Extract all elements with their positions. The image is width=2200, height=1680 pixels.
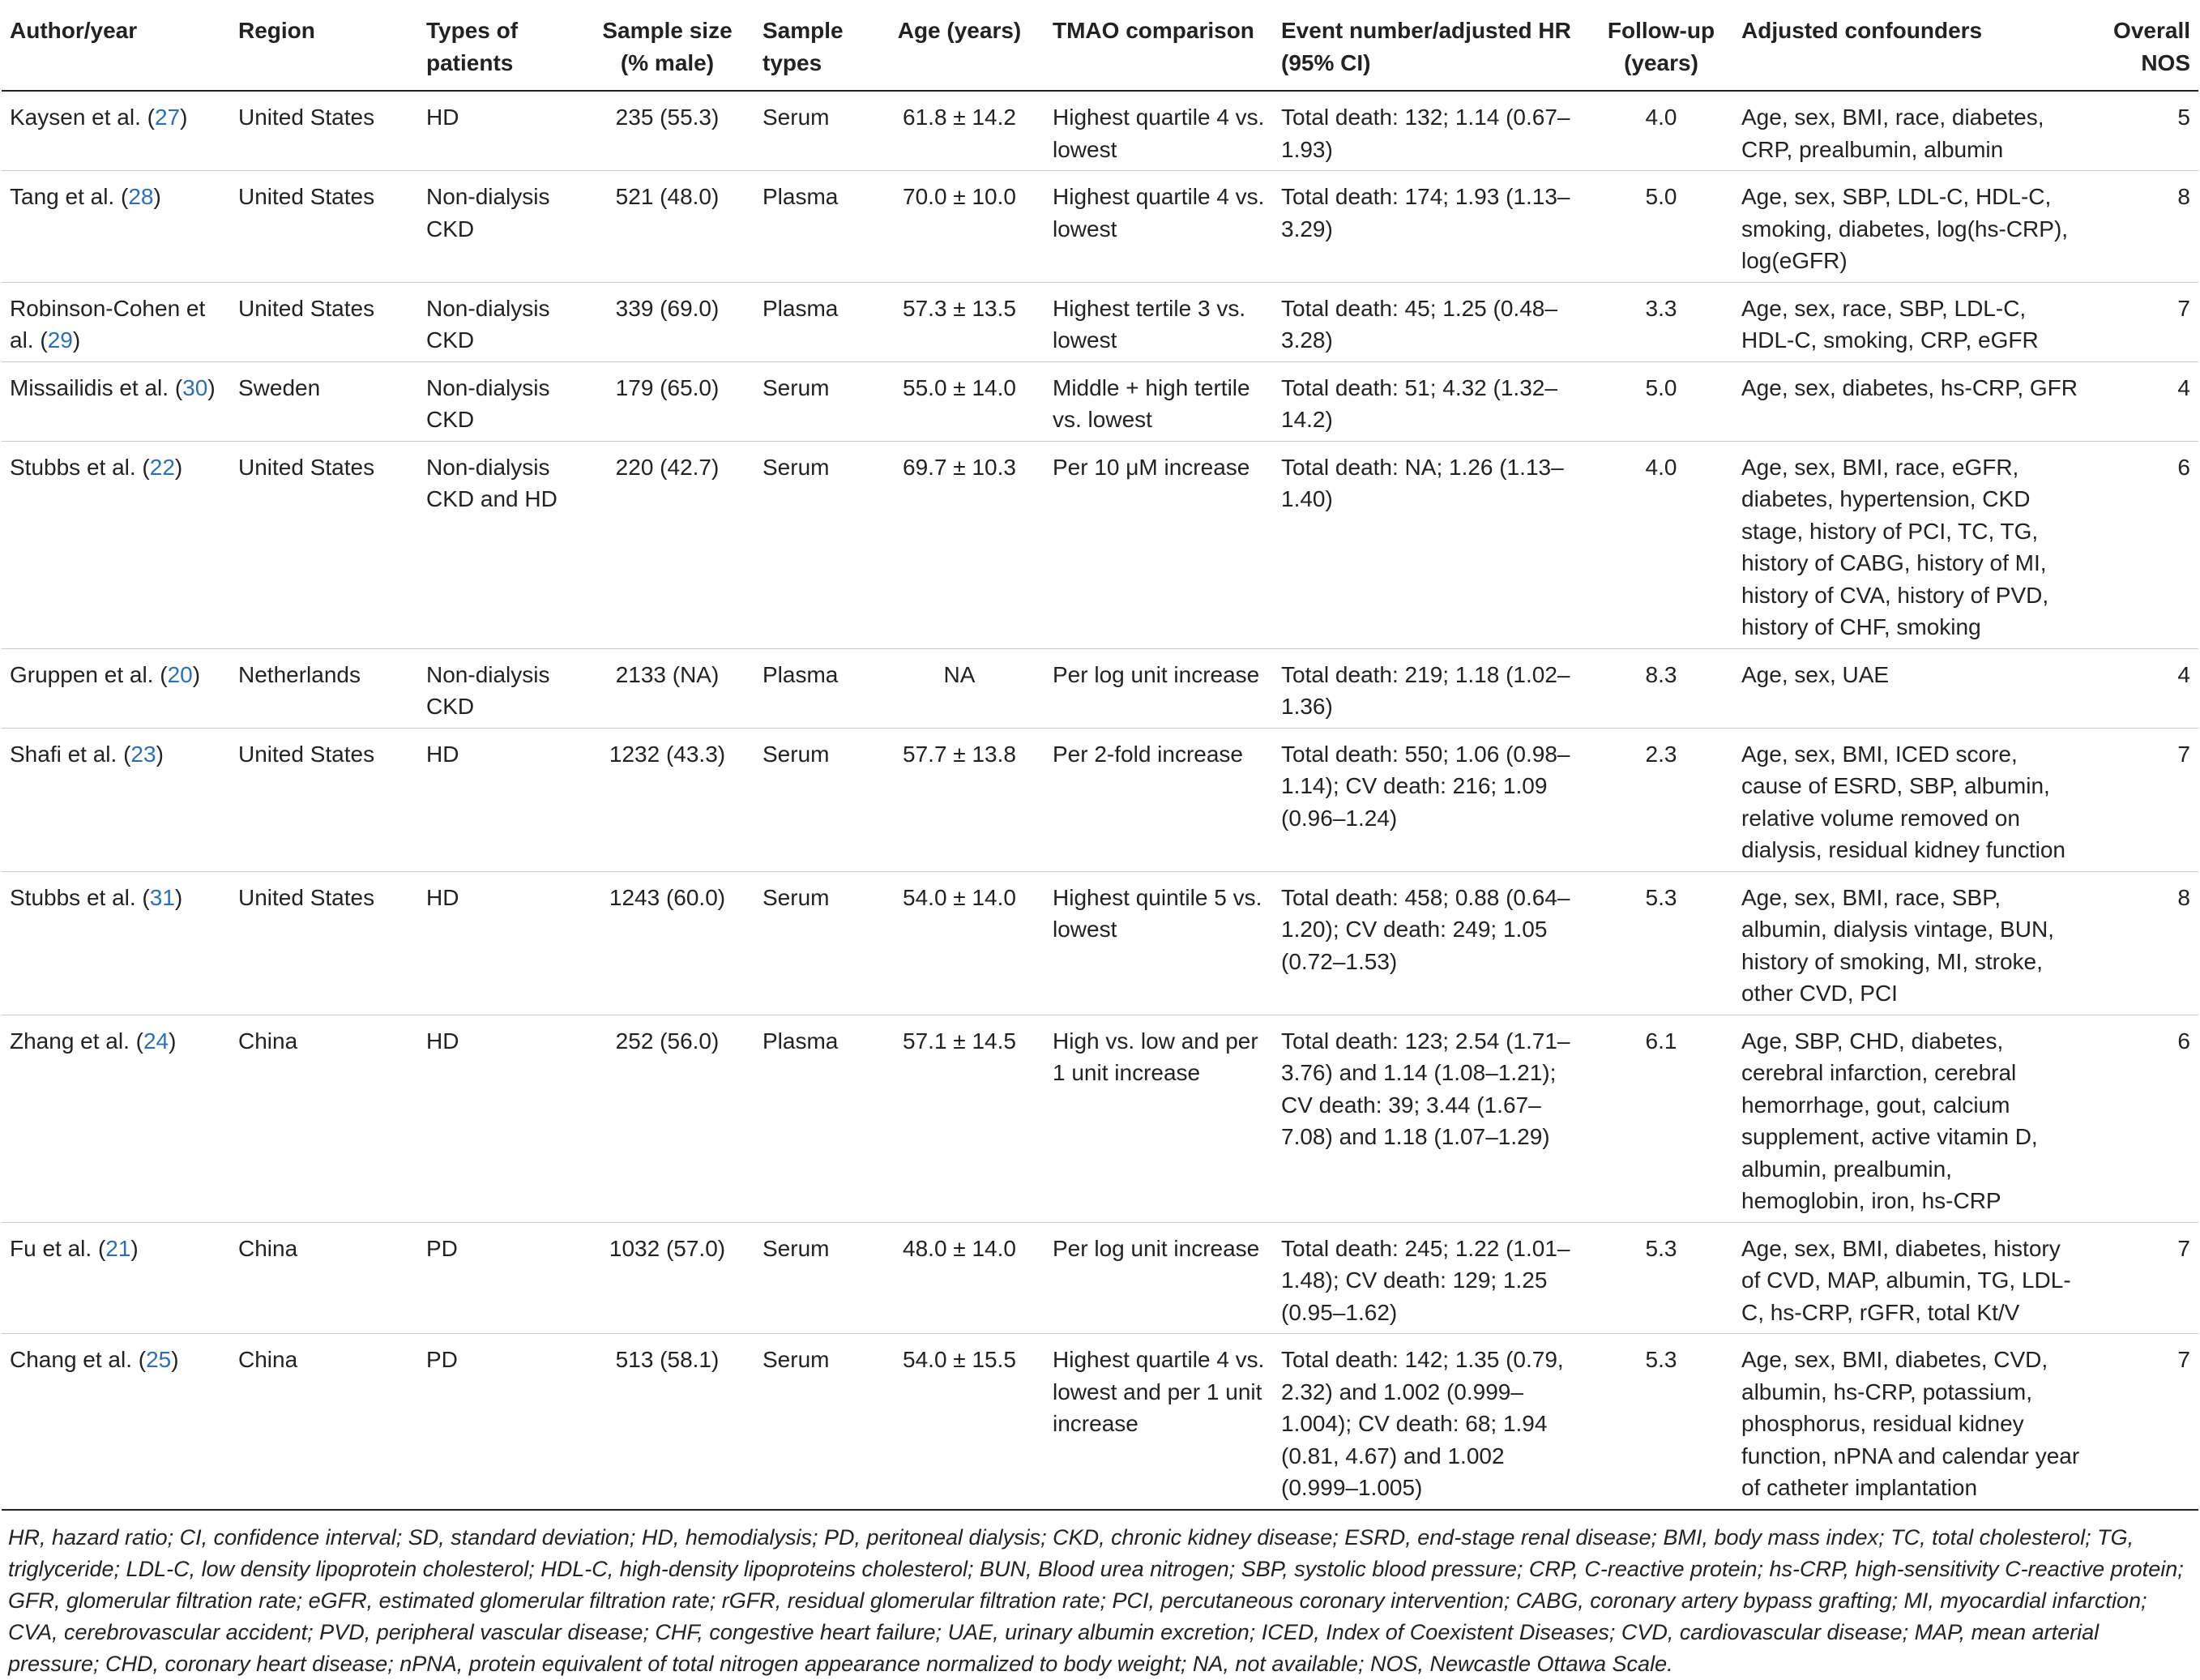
author-close: ) <box>130 1235 139 1261</box>
cell-tmao: High vs. low and per 1 unit increase <box>1044 1015 1273 1222</box>
author-close: ) <box>207 374 216 400</box>
cell-author <box>2 1334 230 1510</box>
cell-region: United States <box>230 171 418 283</box>
reference-link[interactable]: 24 <box>143 1028 169 1054</box>
cell-sample-size: 1032 (57.0) <box>580 1222 754 1334</box>
cell-tmao: Highest quartile 4 vs. lowest and per 1 unit increase <box>1044 1334 1273 1510</box>
header-nos: Overall NOS <box>2088 0 2198 91</box>
studies-table <box>2 0 2198 1511</box>
table-row <box>2 728 2198 871</box>
cell-types: HD <box>418 871 580 1015</box>
cell-confounders: Age, sex, UAE <box>1733 648 2088 728</box>
header-region: Region <box>230 0 418 91</box>
author-text: Stubbs et al. ( <box>10 884 150 910</box>
table-footnote: HR, hazard ratio; CI, confidence interval; SD, standard deviation; HD, hemodialysis; PD, peritoneal dialysis; CKD, chronic kidney disease; ESRD, end-stage renal disease; BMI, body mass index; TC, total cholesterol; TG, triglyceride; LDL-C, low density lipoprotein cholesterol; HDL-C, high-density lipoproteins cholesterol; BUN, Blood urea nitrogen; SBP, systolic blood pressure; CRP, C-reactive protein; hs-CRP, high-sensitivity C-reactive protein; GFR, glomerular filtration rate; eGFR, estimated glomerular filtration rate; rGFR, residual glomerular filtration rate; PCI, percutaneous coronary intervention; CABG, coronary artery bypass grafting; MI, myocardial infarction; CVA, cerebrovascular accident; PVD, peripheral vascular disease; CHF, congestive heart failure; UAE, urinary albumin excretion; ICED, Index of Coexistent Diseases; CVD, cardiovascular disease; MAP, mean arterial pressure; CHD, coronary heart disease; nPNA, protein equivalent of total nitrogen appearance normalized to body weight; NA, not available; NOS, Newcastle Ottawa Scale. <box>8 1524 2184 1676</box>
cell-types: PD <box>418 1222 580 1334</box>
cell-types: HD <box>418 728 580 871</box>
cell-types: Non-dialysis CKD <box>418 361 580 441</box>
cell-sample-types: Plasma <box>754 171 874 283</box>
author-text: Stubbs et al. ( <box>10 454 150 480</box>
cell-sample-types: Plasma <box>754 648 874 728</box>
cell-tmao: Highest quartile 4 vs. lowest <box>1044 91 1273 171</box>
cell-age: NA <box>874 648 1044 728</box>
cell-region: United States <box>230 282 418 361</box>
header-sample-size: Sample size (% male) <box>580 0 754 91</box>
author-close: ) <box>174 454 183 480</box>
table-row <box>2 361 2198 441</box>
author-text: Fu et al. ( <box>10 1235 106 1261</box>
header-tmao: TMAO comparison <box>1044 0 1273 91</box>
cell-age: 48.0 ± 14.0 <box>874 1222 1044 1334</box>
cell-age: 57.1 ± 14.5 <box>874 1015 1044 1222</box>
table-row <box>2 871 2198 1015</box>
cell-follow-up: 5.3 <box>1589 1222 1733 1334</box>
cell-confounders: Age, sex, BMI, ICED score, cause of ESRD, SBP, albumin, relative volume removed on dialysis, residual kidney function <box>1733 728 2088 871</box>
reference-link[interactable]: 29 <box>47 327 73 353</box>
cell-age: 69.7 ± 10.3 <box>874 441 1044 648</box>
author-text: Tang et al. ( <box>10 184 129 209</box>
cell-author <box>2 361 230 441</box>
author-text: Gruppen et al. ( <box>10 661 168 687</box>
cell-confounders: Age, sex, BMI, diabetes, CVD, albumin, hs-CRP, potassium, phosphorus, residual kidney function, nPNA and calendar year of catheter implantation <box>1733 1334 2088 1510</box>
cell-sample-types: Serum <box>754 1334 874 1510</box>
cell-age: 55.0 ± 14.0 <box>874 361 1044 441</box>
cell-sample-size: 235 (55.3) <box>580 91 754 171</box>
cell-follow-up: 8.3 <box>1589 648 1733 728</box>
cell-confounders: Age, sex, diabetes, hs-CRP, GFR <box>1733 361 2088 441</box>
cell-follow-up: 5.3 <box>1589 1334 1733 1510</box>
cell-region: Netherlands <box>230 648 418 728</box>
cell-sample-size: 521 (48.0) <box>580 171 754 283</box>
cell-follow-up: 4.0 <box>1589 441 1733 648</box>
author-text: Robinson-Cohen et al. ( <box>10 295 206 353</box>
cell-region: United States <box>230 441 418 648</box>
cell-sample-types: Serum <box>754 728 874 871</box>
cell-confounders: Age, sex, race, SBP, LDL-C, HDL-C, smoking, CRP, eGFR <box>1733 282 2088 361</box>
cell-author <box>2 171 230 283</box>
cell-event: Total death: 51; 4.32 (1.32–14.2) <box>1273 361 1589 441</box>
header-age: Age (years) <box>874 0 1044 91</box>
cell-nos: 7 <box>2088 282 2198 361</box>
header-sample-types: Sample types <box>754 0 874 91</box>
cell-nos: 7 <box>2088 728 2198 871</box>
cell-confounders: Age, sex, BMI, race, diabetes, CRP, prealbumin, albumin <box>1733 91 2088 171</box>
cell-region: China <box>230 1015 418 1222</box>
reference-link[interactable]: 23 <box>130 741 156 767</box>
cell-sample-types: Plasma <box>754 282 874 361</box>
table-row <box>2 1222 2198 1334</box>
cell-nos: 8 <box>2088 871 2198 1015</box>
cell-sample-types: Serum <box>754 871 874 1015</box>
cell-follow-up: 5.0 <box>1589 171 1733 283</box>
author-text: Chang et al. ( <box>10 1347 147 1372</box>
reference-link[interactable]: 27 <box>154 105 181 130</box>
reference-link[interactable]: 20 <box>167 661 193 687</box>
cell-event: Total death: 142; 1.35 (0.79, 2.32) and 1.002 (0.999–1.004); CV death: 68; 1.94 (0.81, 4.67) and 1.002 (0.999–1.005) <box>1273 1334 1589 1510</box>
author-text: Shafi et al. ( <box>10 741 131 767</box>
cell-nos: 7 <box>2088 1334 2198 1510</box>
cell-sample-size: 220 (42.7) <box>580 441 754 648</box>
cell-region: China <box>230 1334 418 1510</box>
author-close: ) <box>171 1347 179 1372</box>
cell-author <box>2 1015 230 1222</box>
cell-tmao: Highest tertile 3 vs. lowest <box>1044 282 1273 361</box>
cell-confounders: Age, sex, BMI, diabetes, history of CVD, MAP, albumin, TG, LDL-C, hs-CRP, rGFR, total Kt/V <box>1733 1222 2088 1334</box>
author-text: Missailidis et al. ( <box>10 374 183 400</box>
cell-age: 61.8 ± 14.2 <box>874 91 1044 171</box>
cell-sample-types: Serum <box>754 441 874 648</box>
cell-event: Total death: 123; 2.54 (1.71–3.76) and 1.14 (1.08–1.21); CV death: 39; 3.44 (1.67–7.08) and 1.18 (1.07–1.29) <box>1273 1015 1589 1222</box>
reference-link[interactable]: 30 <box>182 374 208 400</box>
cell-region: Sweden <box>230 361 418 441</box>
cell-follow-up: 3.3 <box>1589 282 1733 361</box>
cell-confounders: Age, sex, SBP, LDL-C, HDL-C, smoking, diabetes, log(hs-CRP), log(eGFR) <box>1733 171 2088 283</box>
cell-region: United States <box>230 91 418 171</box>
header-event: Event number/adjusted HR (95% CI) <box>1273 0 1589 91</box>
reference-link[interactable]: 31 <box>149 884 175 910</box>
cell-event: Total death: 132; 1.14 (0.67–1.93) <box>1273 91 1589 171</box>
cell-follow-up: 2.3 <box>1589 728 1733 871</box>
cell-tmao: Highest quintile 5 vs. lowest <box>1044 871 1273 1015</box>
author-text: Zhang et al. ( <box>10 1028 143 1054</box>
author-close: ) <box>192 661 201 687</box>
cell-sample-types: Plasma <box>754 1015 874 1222</box>
header-row <box>2 0 2198 91</box>
cell-types: Non-dialysis CKD <box>418 648 580 728</box>
cell-nos: 7 <box>2088 1222 2198 1334</box>
table-row <box>2 1015 2198 1222</box>
cell-event: Total death: 550; 1.06 (0.98–1.14); CV death: 216; 1.09 (0.96–1.24) <box>1273 728 1589 871</box>
cell-region: China <box>230 1222 418 1334</box>
author-close: ) <box>174 884 183 910</box>
cell-author <box>2 728 230 871</box>
cell-sample-types: Serum <box>754 1222 874 1334</box>
header-follow-up: Follow-up (years) <box>1589 0 1733 91</box>
cell-confounders: Age, sex, BMI, race, eGFR, diabetes, hypertension, CKD stage, history of PCI, TC, TG, history of CABG, history of MI, history of CVA, history of PVD, history of CHF, smoking <box>1733 441 2088 648</box>
cell-tmao: Per 10 μM increase <box>1044 441 1273 648</box>
cell-author <box>2 871 230 1015</box>
cell-tmao: Per log unit increase <box>1044 648 1273 728</box>
cell-nos: 4 <box>2088 361 2198 441</box>
author-close: ) <box>180 105 188 130</box>
cell-follow-up: 5.3 <box>1589 871 1733 1015</box>
cell-region: United States <box>230 871 418 1015</box>
table-row <box>2 91 2198 171</box>
cell-types: HD <box>418 91 580 171</box>
cell-sample-types: Serum <box>754 361 874 441</box>
cell-types: PD <box>418 1334 580 1510</box>
cell-nos: 8 <box>2088 171 2198 283</box>
cell-age: 54.0 ± 14.0 <box>874 871 1044 1015</box>
cell-nos: 6 <box>2088 1015 2198 1222</box>
header-author: Author/year <box>2 0 230 91</box>
cell-event: Total death: 245; 1.22 (1.01–1.48); CV death: 129; 1.25 (0.95–1.62) <box>1273 1222 1589 1334</box>
cell-sample-size: 179 (65.0) <box>580 361 754 441</box>
cell-event: Total death: 458; 0.88 (0.64–1.20); CV death: 249; 1.05 (0.72–1.53) <box>1273 871 1589 1015</box>
table-row <box>2 1334 2198 1510</box>
author-close: ) <box>72 327 81 353</box>
cell-types: Non-dialysis CKD and HD <box>418 441 580 648</box>
cell-nos: 6 <box>2088 441 2198 648</box>
cell-confounders: Age, SBP, CHD, diabetes, cerebral infarction, cerebral hemorrhage, gout, calcium supplement, active vitamin D, albumin, prealbumin, hemoglobin, iron, hs-CRP <box>1733 1015 2088 1222</box>
cell-sample-size: 2133 (NA) <box>580 648 754 728</box>
cell-age: 54.0 ± 15.5 <box>874 1334 1044 1510</box>
cell-follow-up: 5.0 <box>1589 361 1733 441</box>
cell-types: HD <box>418 1015 580 1222</box>
cell-author <box>2 1222 230 1334</box>
cell-types: Non-dialysis CKD <box>418 282 580 361</box>
author-text: Kaysen et al. ( <box>10 105 155 130</box>
table-row <box>2 441 2198 648</box>
table-row <box>2 171 2198 283</box>
cell-age: 70.0 ± 10.0 <box>874 171 1044 283</box>
reference-link[interactable]: 21 <box>105 1235 131 1261</box>
cell-nos: 5 <box>2088 91 2198 171</box>
cell-age: 57.7 ± 13.8 <box>874 728 1044 871</box>
header-confounders: Adjusted confounders <box>1733 0 2088 91</box>
cell-tmao: Middle + high tertile vs. lowest <box>1044 361 1273 441</box>
cell-event: Total death: 219; 1.18 (1.02–1.36) <box>1273 648 1589 728</box>
reference-link[interactable]: 22 <box>149 454 175 480</box>
cell-sample-size: 1243 (60.0) <box>580 871 754 1015</box>
header-types: Types of patients <box>418 0 580 91</box>
cell-event: Total death: NA; 1.26 (1.13–1.40) <box>1273 441 1589 648</box>
cell-sample-size: 513 (58.1) <box>580 1334 754 1510</box>
cell-nos: 4 <box>2088 648 2198 728</box>
cell-tmao: Per 2-fold increase <box>1044 728 1273 871</box>
cell-confounders: Age, sex, BMI, race, SBP, albumin, dialysis vintage, BUN, history of smoking, MI, stroke, other CVD, PCI <box>1733 871 2088 1015</box>
table-row <box>2 282 2198 361</box>
cell-event: Total death: 174; 1.93 (1.13–3.29) <box>1273 171 1589 283</box>
cell-event: Total death: 45; 1.25 (0.48–3.28) <box>1273 282 1589 361</box>
cell-sample-size: 1232 (43.3) <box>580 728 754 871</box>
reference-link[interactable]: 28 <box>128 184 154 209</box>
cell-region: United States <box>230 728 418 871</box>
table-row <box>2 648 2198 728</box>
cell-tmao: Per log unit increase <box>1044 1222 1273 1334</box>
cell-author <box>2 282 230 361</box>
reference-link[interactable]: 25 <box>146 1347 172 1372</box>
author-close: ) <box>153 184 161 209</box>
cell-author <box>2 441 230 648</box>
cell-age: 57.3 ± 13.5 <box>874 282 1044 361</box>
cell-sample-size: 339 (69.0) <box>580 282 754 361</box>
cell-sample-size: 252 (56.0) <box>580 1015 754 1222</box>
cell-author <box>2 648 230 728</box>
cell-follow-up: 6.1 <box>1589 1015 1733 1222</box>
cell-follow-up: 4.0 <box>1589 91 1733 171</box>
author-close: ) <box>169 1028 177 1054</box>
author-close: ) <box>156 741 164 767</box>
cell-sample-types: Serum <box>754 91 874 171</box>
cell-author <box>2 91 230 171</box>
cell-types: Non-dialysis CKD <box>418 171 580 283</box>
cell-tmao: Highest quartile 4 vs. lowest <box>1044 171 1273 283</box>
